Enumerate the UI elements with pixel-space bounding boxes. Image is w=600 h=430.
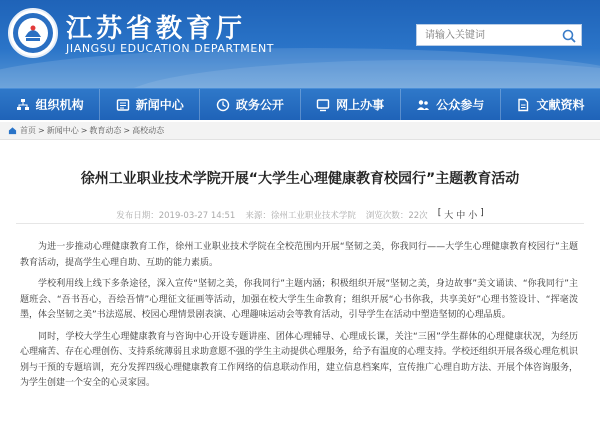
breadcrumb bbox=[0, 122, 600, 140]
font-size-bracket-open: [ bbox=[437, 208, 442, 218]
site-header bbox=[0, 0, 600, 88]
home-icon bbox=[8, 126, 17, 135]
article-meta bbox=[16, 206, 584, 224]
breadcrumb-university-news[interactable]: 高校动态 bbox=[132, 126, 165, 135]
font-size-medium-button[interactable]: 中 bbox=[456, 211, 466, 221]
nav-item-service[interactable] bbox=[301, 89, 401, 120]
article-title: 徐州工业职业技术学院开展“大学生心理健康教育校园行”主题教育活动 bbox=[80, 171, 520, 187]
search-icon[interactable] bbox=[561, 28, 577, 44]
service-icon bbox=[316, 98, 330, 112]
article bbox=[16, 146, 584, 430]
docs-icon bbox=[516, 98, 530, 112]
font-size-bracket-close: ] bbox=[480, 208, 484, 218]
search-box bbox=[416, 24, 582, 46]
search-input[interactable] bbox=[417, 26, 557, 44]
people-icon bbox=[416, 98, 430, 112]
article-views: 浏览次数：22次 bbox=[365, 210, 428, 221]
nav-item-docs[interactable] bbox=[501, 89, 600, 120]
site-title[interactable]: 江苏省教育厅 bbox=[66, 14, 247, 44]
breadcrumb-separator: > bbox=[123, 126, 131, 135]
news-icon bbox=[116, 98, 130, 112]
article-paragraph: 同时，学校大学生心理健康教育与咨询中心开设专题讲座、团体心理辅导、心理成长课，关注“三困”学生群体的心理健康状况，为经历心理痛苦、存在心理创伤、支持系统薄弱且求助意愿不强的学生主动提供心理服务，给予有温度的心理支持。学校还组织开展各级心理危机识别与干预的专题培训，充分发挥四级心理健康教育工作网络的信息联动作用，建立信息档案库，宣传推广心理自助方法、开展个体咨询服务，为学生创建一个安全的心灵家园。 bbox=[20, 331, 579, 388]
font-size-large-button[interactable]: 大 bbox=[444, 211, 454, 221]
nav-item-label: 公众参与 bbox=[436, 98, 485, 112]
nav-item-people[interactable] bbox=[401, 89, 501, 120]
article-date: 发布日期：2019-03-27 14:51 bbox=[116, 210, 236, 221]
org-icon bbox=[16, 98, 30, 112]
nav-item-label: 网上办事 bbox=[336, 98, 385, 112]
article-source: 来源：徐州工业职业技术学院 bbox=[245, 210, 356, 221]
nav-item-label: 政务公开 bbox=[235, 98, 284, 112]
article-paragraph: 学校利用线上线下多条途径，深入宣传“坚韧之美，你我同行”主题内涵；积极组织开展“坚韧之美，身边故事”美文诵读、“你我同行”主题班会、“吾书吾心，吾绘吾情”心理征文征画等活动，加强在校大学生生命教育；组织开展“心书你我，共享美好”心理书签设计、“挥毫泼墨，体会坚韧之美”书法巡展、校园心理情景剧表演、心理趣味运动会等教育活动，引导学生在活动中塑造坚韧的心理品质。 bbox=[20, 279, 578, 320]
site-subtitle: JIANGSU EDUCATION DEPARTMENT bbox=[66, 42, 275, 55]
nav-item-label: 新闻中心 bbox=[135, 98, 184, 112]
breadcrumb-news[interactable]: 新闻中心 bbox=[46, 126, 79, 135]
breadcrumb-edu-news[interactable]: 教育动态 bbox=[89, 126, 122, 135]
nav-item-label: 文献资料 bbox=[536, 98, 585, 112]
nav-item-news[interactable] bbox=[100, 89, 200, 120]
font-size-switcher bbox=[438, 208, 484, 221]
breadcrumb-home[interactable]: 首页 bbox=[20, 126, 36, 135]
main-nav bbox=[0, 88, 600, 120]
gov-icon bbox=[216, 98, 230, 112]
article-paragraph: 为进一步推动心理健康教育工作，徐州工业职业技术学院在全校范围内开展“坚韧之美，你我同行——大学生心理健康教育校园行”主题教育活动，提高学生心理自助、互助的能力素质。 bbox=[20, 242, 578, 268]
breadcrumb-separator: > bbox=[80, 126, 88, 135]
nav-item-gov[interactable] bbox=[200, 89, 300, 120]
nav-item-org[interactable] bbox=[0, 89, 100, 120]
nav-item-label: 组织机构 bbox=[35, 98, 84, 112]
article-body bbox=[20, 240, 578, 398]
breadcrumb-separator: > bbox=[38, 126, 45, 135]
department-emblem-icon[interactable] bbox=[8, 8, 58, 58]
font-size-small-button[interactable]: 小 bbox=[468, 211, 478, 221]
